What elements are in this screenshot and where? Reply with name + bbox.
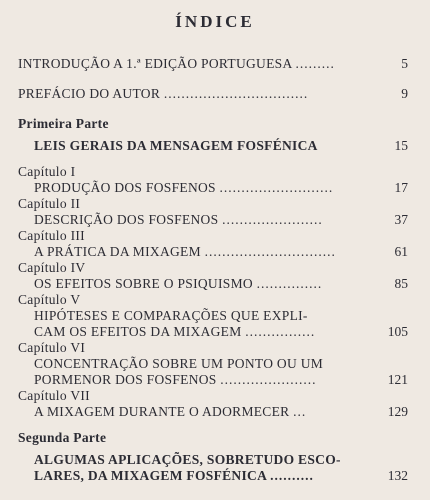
dot-leader: ................................. (163, 86, 309, 101)
page-number: 17 (394, 180, 408, 195)
page-number: 121 (387, 372, 408, 387)
chapter-label: Capítulo VII (18, 388, 90, 403)
entry-title: LEIS GERAIS DA MENSAGEM FOSFÉNICA (34, 138, 318, 153)
dot-leader: ......... (295, 56, 335, 71)
dot-leader: .............................. (204, 244, 336, 259)
entry-title: ALGUMAS APLICAÇÕES, SOBRETUDO ESCO- (34, 452, 341, 467)
chapter-label: Capítulo IV (18, 260, 86, 275)
page-number: 129 (387, 404, 408, 419)
page-number: 37 (394, 212, 408, 227)
entry-title: INTRODUÇÃO A 1.ª EDIÇÃO PORTUGUESA (18, 56, 292, 71)
chapter-label: Capítulo VI (18, 340, 86, 355)
entry-title: PRODUÇÃO DOS FOSFENOS (34, 180, 216, 195)
entry-title: LARES, DA MIXAGEM FOSFÉNICA (34, 468, 267, 483)
page-number: 132 (387, 468, 408, 483)
entry-title: OS EFEITOS SOBRE O PSIQUISMO (34, 276, 253, 291)
chapter-label: Capítulo V (18, 292, 81, 307)
page-number: 61 (394, 244, 408, 259)
entry-title: CONCENTRAÇÃO SOBRE UM PONTO OU UM (34, 356, 324, 371)
page-number: 15 (394, 138, 408, 153)
chapter-label: Capítulo III (18, 228, 85, 243)
entry-title: CAM OS EFEITOS DA MIXAGEM (34, 324, 242, 339)
dot-leader: ............... (256, 276, 323, 291)
part-label: Primeira Parte (18, 116, 109, 131)
part-label: Segunda Parte (18, 430, 107, 445)
dot-leader: ... (293, 404, 307, 419)
entry-title: A PRÁTICA DA MIXAGEM (34, 244, 201, 259)
entry-title: DESCRIÇÃO DOS FOSFENOS (34, 212, 219, 227)
page-number: 9 (401, 86, 408, 101)
dot-leader: .......... (270, 468, 314, 483)
entry-title: A MIXAGEM DURANTE O ADORMECER (34, 404, 290, 419)
chapter-label: Capítulo I (18, 164, 76, 179)
chapter-label: Capítulo II (18, 196, 81, 211)
dot-leader: ................ (245, 324, 316, 339)
page-number: 105 (387, 324, 408, 339)
entry-title: PORMENOR DOS FOSFENOS (34, 372, 217, 387)
entry-title: HIPÓTESES E COMPARAÇÕES QUE EXPLI- (34, 308, 308, 323)
dot-leader: ...................... (220, 372, 317, 387)
dot-leader: ....................... (222, 212, 323, 227)
page-number: 5 (401, 56, 408, 71)
dot-leader: .......................... (219, 180, 334, 195)
entry-title: PREFÁCIO DO AUTOR (18, 86, 161, 101)
page-title: ÍNDICE (175, 12, 255, 31)
page-number: 85 (394, 276, 408, 291)
